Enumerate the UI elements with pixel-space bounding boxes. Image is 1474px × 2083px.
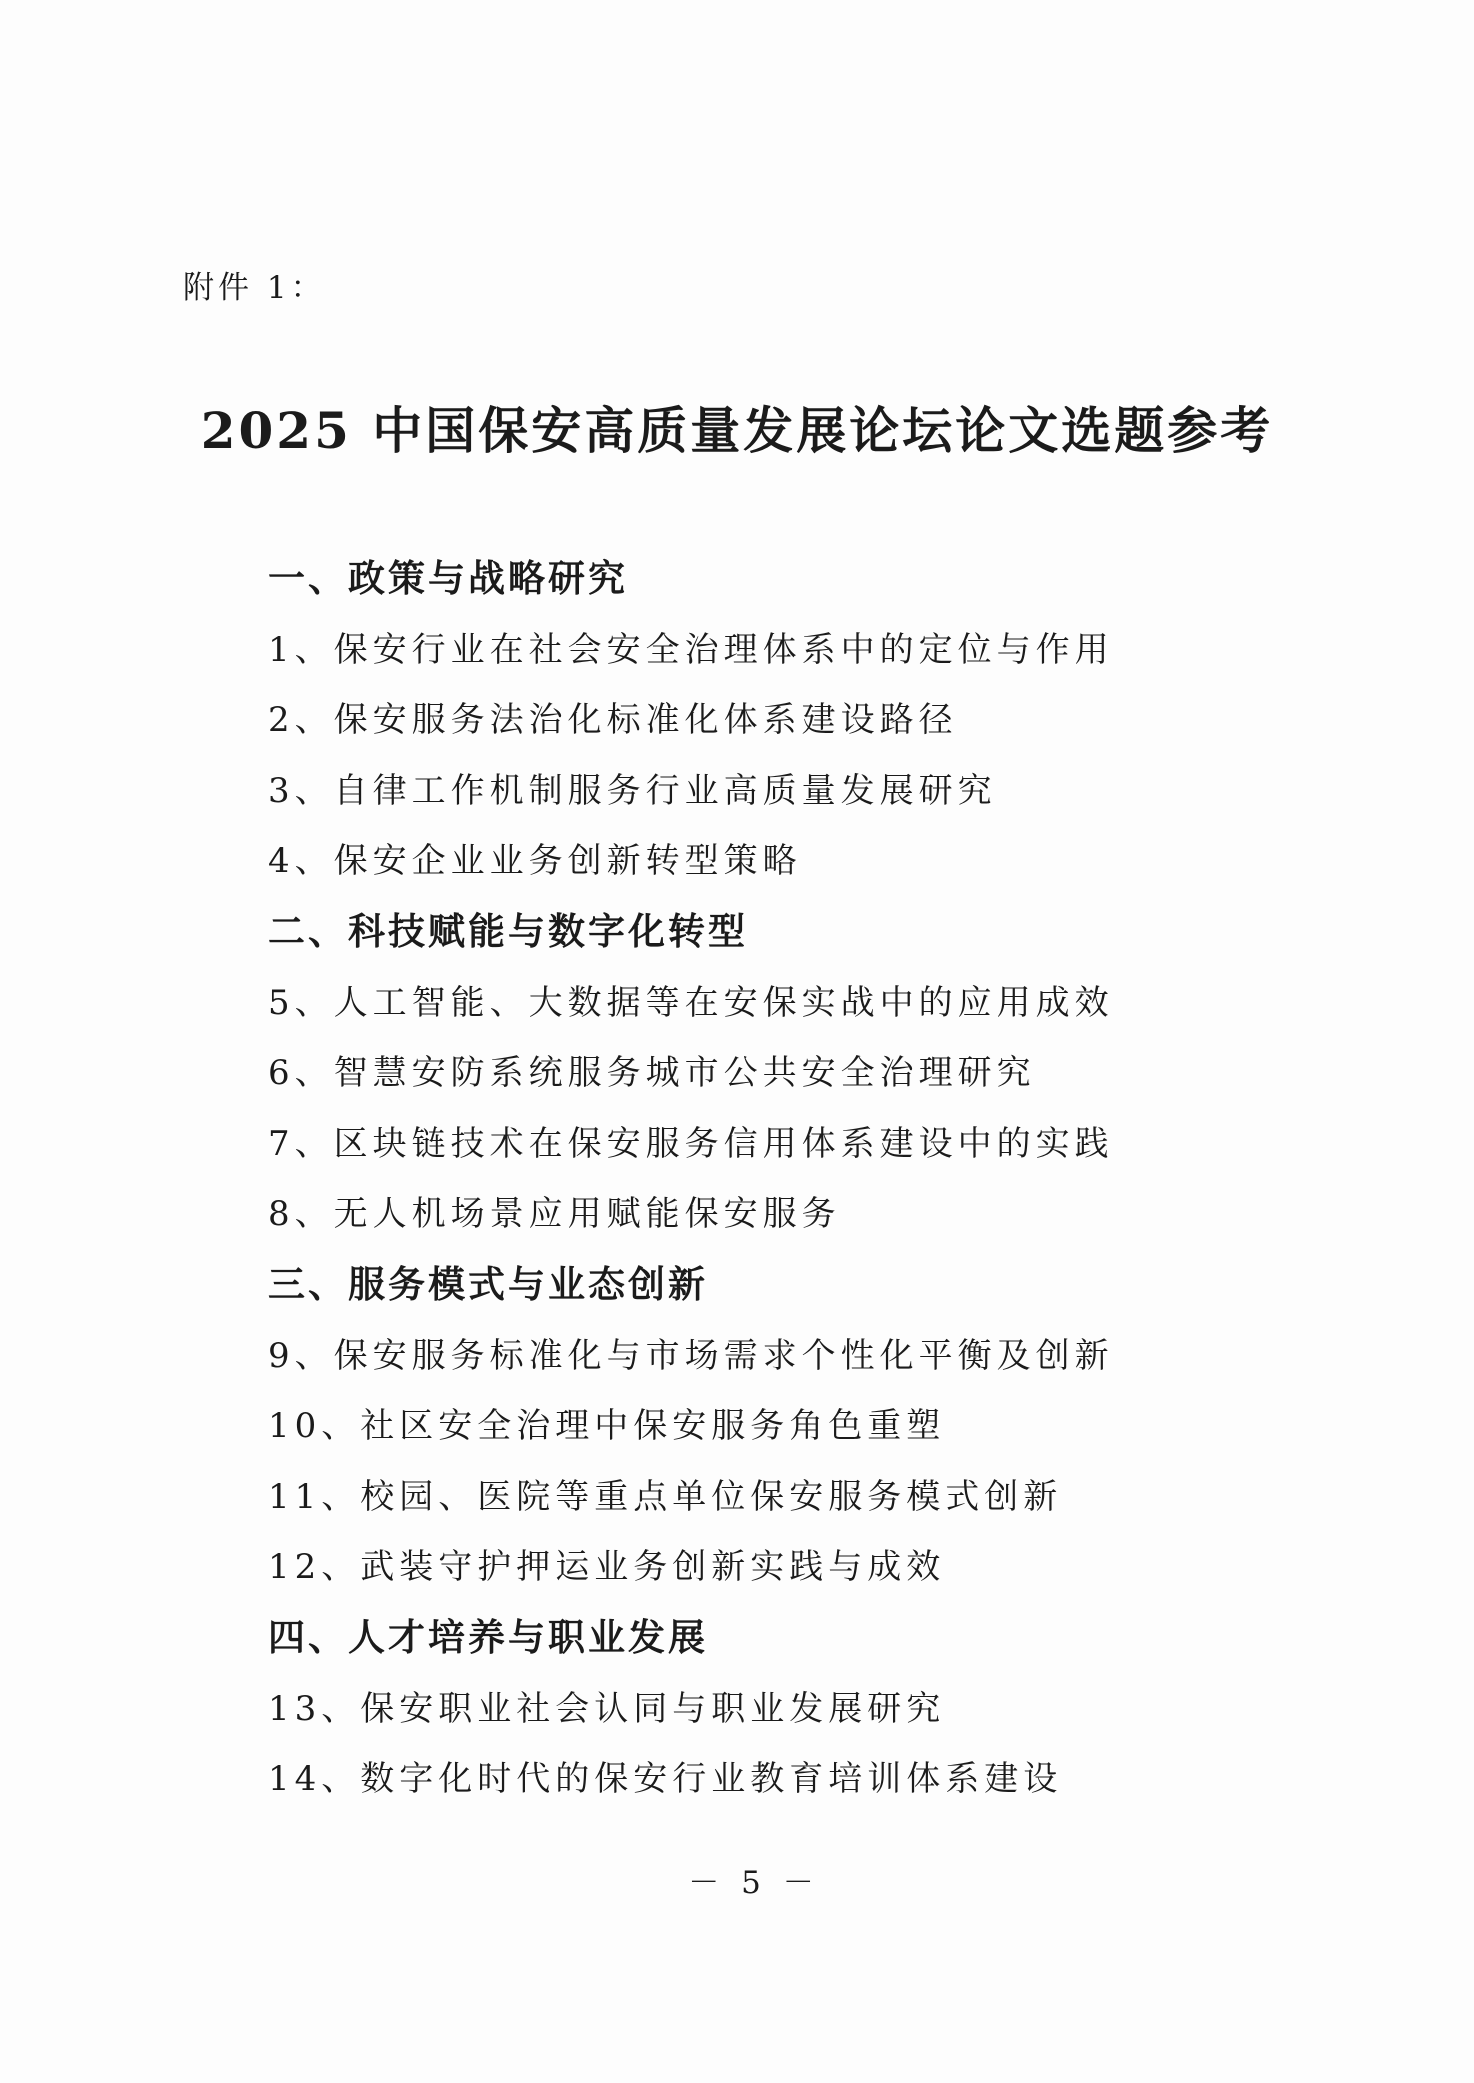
topic-item: 4、保安企业业务创新转型策略 bbox=[268, 841, 802, 882]
topic-item: 9、保安服务标准化与市场需求个性化平衡及创新 bbox=[268, 1335, 1114, 1376]
topic-item: 7、区块链技术在保安服务信用体系建设中的实践 bbox=[268, 1123, 1114, 1164]
topic-item: 12、武装守护押运业务创新实践与成效 bbox=[268, 1547, 946, 1588]
section-heading-tech-digital: 二、科技赋能与数字化转型 bbox=[268, 909, 748, 953]
topic-item: 14、数字化时代的保安行业教育培训体系建设 bbox=[268, 1759, 1063, 1800]
topic-item: 5、人工智能、大数据等在安保实战中的应用成效 bbox=[268, 982, 1114, 1023]
topic-item: 10、社区安全治理中保安服务角色重塑 bbox=[268, 1406, 946, 1447]
topic-item: 8、无人机场景应用赋能保安服务 bbox=[268, 1194, 841, 1235]
section-heading-talent-career: 四、人才培养与职业发展 bbox=[268, 1615, 708, 1659]
topic-item: 11、校园、医院等重点单位保安服务模式创新 bbox=[268, 1476, 1063, 1517]
attachment-label: 附件 1： bbox=[183, 270, 326, 306]
document-title: 2025 中国保安高质量发展论坛论文选题参考 bbox=[200, 401, 1274, 460]
section-heading-policy-strategy: 一、政策与战略研究 bbox=[268, 557, 628, 600]
topic-item: 2、保安服务法治化标准化体系建设路径 bbox=[268, 700, 958, 741]
topic-list bbox=[268, 544, 1368, 1815]
topic-item: 6、智慧安防系统服务城市公共安全治理研究 bbox=[268, 1053, 1036, 1094]
section-heading-service-innovation: 三、服务模式与业态创新 bbox=[268, 1262, 708, 1306]
topic-item: 13、保安职业社会认同与职业发展研究 bbox=[268, 1688, 946, 1729]
topic-item: 3、自律工作机制服务行业高质量发展研究 bbox=[268, 770, 997, 811]
page-number: － 5 － bbox=[688, 1865, 820, 1901]
topic-item: 1、保安行业在社会安全治理体系中的定位与作用 bbox=[268, 629, 1114, 670]
